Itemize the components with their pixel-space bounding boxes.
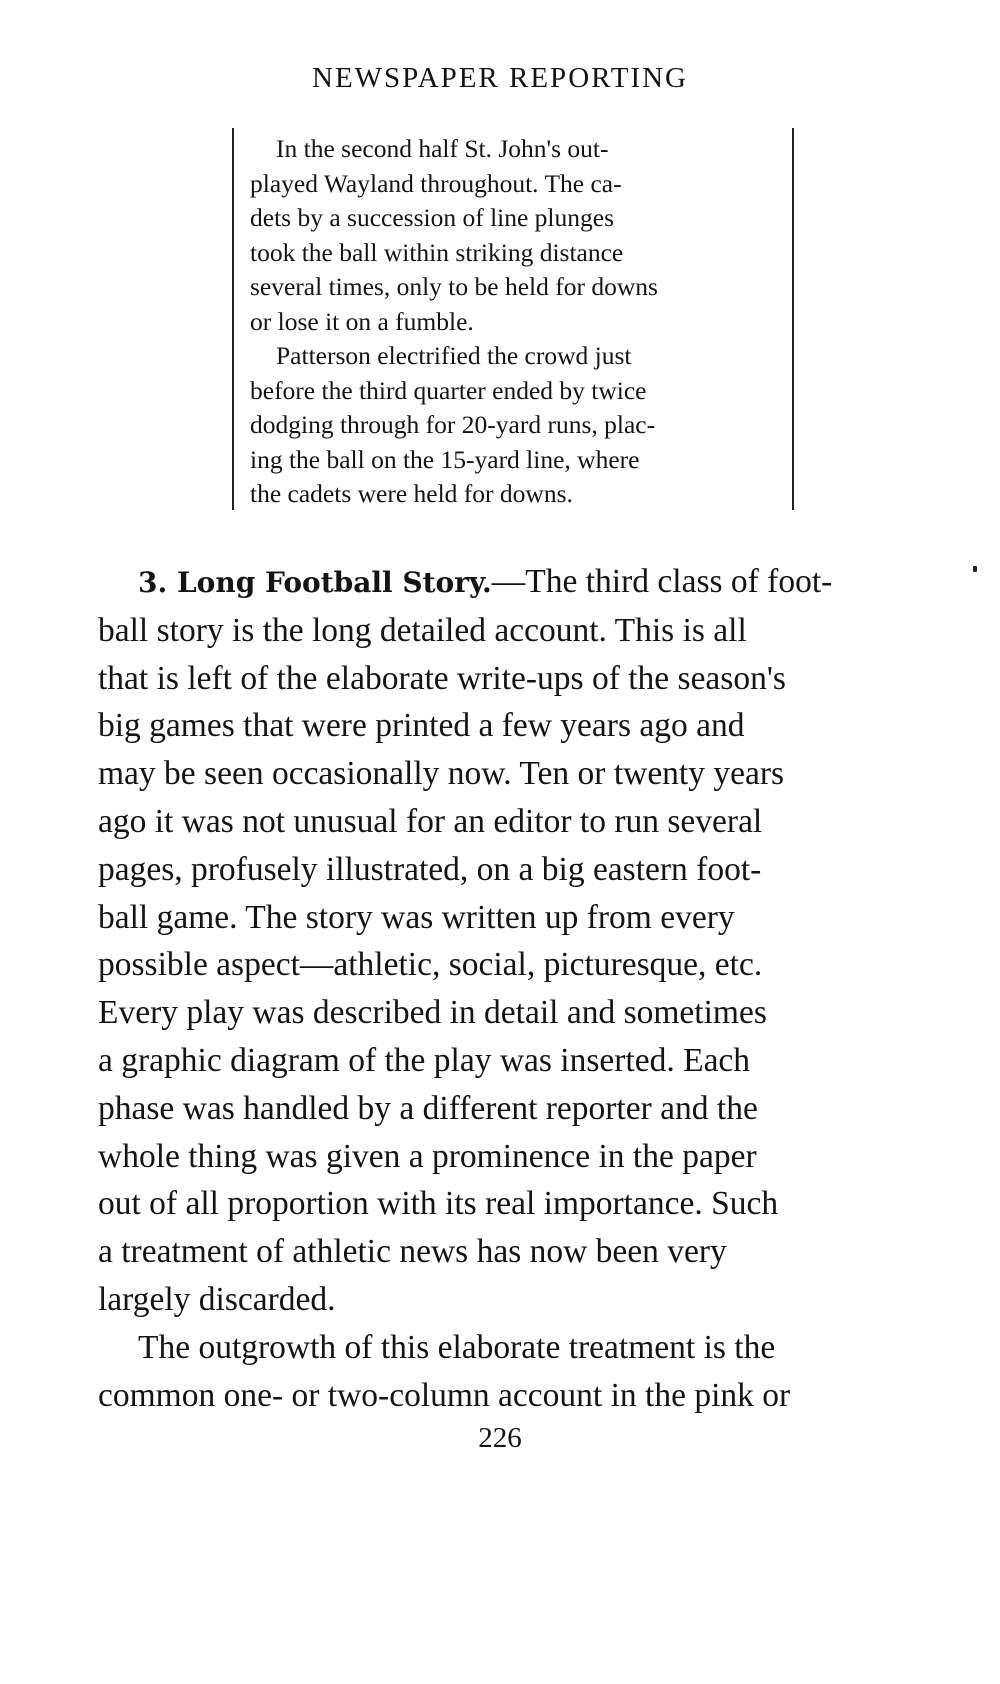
- main-text: [98, 558, 920, 1419]
- quote-paragraph: Patterson electrified the crowd just before the third quarter ended by twice dodging through for 20-yard runs, plac- ing the ball on the 15-yard line, where the cadets were held for downs.: [250, 341, 656, 508]
- section-heading: 3. Long Football Story.: [138, 566, 492, 599]
- paragraph-text: —The third class of foot- ball story is the long detailed account. This is all that is left of the elaborate write-ups of the season's big games that were printed a few years ago and may be seen occasionally now. Ten or twenty years ago it was not unusual for an editor to run several pages, profusely illustrated, on a big eastern foot- ball game. The story was written up from every possible aspect—athletic, social, picturesque, etc. Every play was described in detail and sometimes a graphic diagram of the play was inserted. Each phase was handled by a different reporter and the whole thing was given a prominence in the paper out of all proportion with its real importance. Such a treatment of athletic news has now been very largely discarded.: [98, 563, 833, 1318]
- running-head: NEWSPAPER REPORTING: [312, 62, 688, 94]
- page-number: 226: [478, 1422, 522, 1454]
- stray-mark: [973, 566, 977, 572]
- quoted-story-box: [232, 128, 794, 510]
- quote-paragraph: In the second half St. John's out- played Wayland throughout. The ca- dets by a succession of line plunges took the ball within striking distance several times, only to be held for downs or lose it on a fumble.: [250, 134, 658, 336]
- body-paragraph: The outgrowth of this elaborate treatment is the common one- or two-column account in the pink or: [98, 1328, 791, 1414]
- body-paragraph: [98, 558, 920, 1324]
